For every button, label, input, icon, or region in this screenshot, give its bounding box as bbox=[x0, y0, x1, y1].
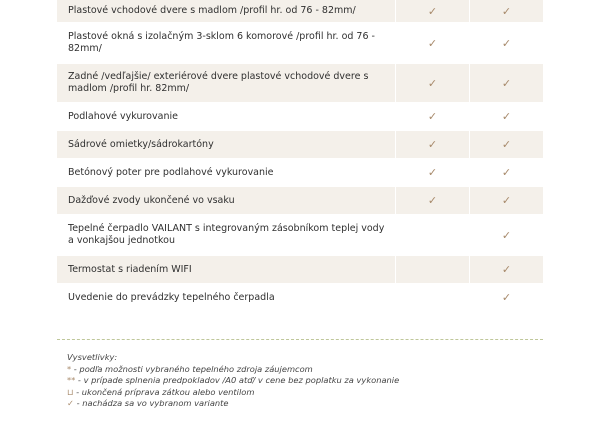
variant-2-cell bbox=[469, 103, 543, 130]
variant-1-cell bbox=[395, 64, 469, 102]
variant-1-cell bbox=[395, 23, 469, 63]
row-label: Uvedenie do prevádzky tepelného čerpadla bbox=[68, 291, 275, 303]
variant-1-cell bbox=[395, 256, 469, 283]
variant-2-cell bbox=[469, 131, 543, 158]
table-row bbox=[57, 23, 543, 64]
row-label: Plastové okná s izolačným 3-sklom 6 komorové /profil hr. od 76 - 82mm/ bbox=[68, 31, 375, 54]
check-icon: ✓ bbox=[501, 138, 512, 151]
table-row bbox=[57, 215, 543, 256]
cap-icon: ⊔ bbox=[67, 386, 74, 397]
check-icon: ✓ bbox=[427, 166, 438, 179]
variant-1-cell bbox=[395, 159, 469, 186]
variant-2-cell bbox=[469, 64, 543, 102]
variant-1-cell bbox=[395, 0, 469, 22]
legend bbox=[67, 352, 537, 410]
variant-2-cell bbox=[469, 159, 543, 186]
legend-text: - ukončená príprava zátkou alebo ventilom bbox=[73, 386, 255, 397]
variant-1-cell bbox=[395, 103, 469, 130]
variant-2-cell bbox=[469, 284, 543, 311]
row-label: Sádrové omietky/sádrokartóny bbox=[68, 138, 214, 150]
variant-2-cell bbox=[469, 215, 543, 255]
legend-text: - v prípade splnenia predpokladov /A0 atď/ v cene bez poplatku za vykonanie bbox=[75, 375, 400, 386]
legend-text: - podľa možnosti vybraného tepelného zdroja záujemcom bbox=[71, 363, 313, 374]
legend-item bbox=[67, 387, 537, 399]
table-row bbox=[57, 64, 543, 103]
variant-1-cell bbox=[395, 131, 469, 158]
row-label: Podlahové vykurovanie bbox=[68, 110, 178, 122]
variant-1-cell bbox=[395, 187, 469, 214]
table-row bbox=[57, 284, 543, 312]
check-icon: ✓ bbox=[501, 110, 512, 123]
asterisk-icon: * bbox=[67, 363, 72, 374]
variant-2-cell bbox=[469, 256, 543, 283]
legend-item bbox=[67, 375, 537, 387]
variant-2-cell bbox=[469, 23, 543, 63]
row-label: Dažďové zvody ukončené vo vsaku bbox=[68, 194, 235, 206]
table-row bbox=[57, 256, 543, 284]
legend-text: - nachádza sa vo vybranom variante bbox=[73, 398, 229, 409]
variant-1-cell bbox=[395, 284, 469, 311]
row-label: Plastové vchodové dvere s madlom /profil hr. od 76 - 82mm/ bbox=[68, 5, 356, 16]
check-icon: ✓ bbox=[427, 76, 438, 90]
legend-item bbox=[67, 398, 537, 410]
check-icon: ✓ bbox=[501, 4, 512, 18]
check-icon: ✓ bbox=[501, 76, 512, 90]
check-icon: ✓ bbox=[501, 228, 512, 242]
row-label: Zadné /vedľajšie/ exteriérové dvere plastové vchodové dvere s madlom /profil hr. 82mm/ bbox=[68, 71, 369, 94]
feature-table bbox=[57, 0, 543, 312]
dashed-divider bbox=[57, 339, 543, 340]
row-label: Tepelné čerpadlo VAILANT s integrovaným zásobníkom teplej vody a vonkajšou jednotkou bbox=[68, 223, 385, 246]
variant-2-cell bbox=[469, 187, 543, 214]
double-asterisk-icon: ** bbox=[67, 375, 76, 386]
check-icon: ✓ bbox=[427, 110, 438, 123]
legend-title: Vysvetlivky: bbox=[67, 352, 118, 362]
table-row bbox=[57, 159, 543, 187]
variant-2-cell bbox=[469, 0, 543, 22]
row-label: Betónový poter pre podlahové vykurovanie bbox=[68, 166, 274, 178]
legend-item bbox=[67, 364, 537, 376]
table-row bbox=[57, 103, 543, 131]
check-icon: ✓ bbox=[427, 194, 438, 207]
check-icon: ✓ bbox=[427, 36, 438, 50]
check-icon: ✓ bbox=[501, 36, 512, 50]
table-row bbox=[57, 131, 543, 159]
check-icon: ✓ bbox=[427, 138, 438, 151]
table-row bbox=[57, 187, 543, 215]
row-label: Termostat s riadením WIFI bbox=[68, 263, 192, 275]
check-icon: ✓ bbox=[67, 398, 74, 409]
check-icon: ✓ bbox=[501, 291, 512, 304]
table-row bbox=[57, 0, 543, 23]
check-icon: ✓ bbox=[427, 4, 438, 18]
check-icon: ✓ bbox=[501, 166, 512, 179]
variant-1-cell bbox=[395, 215, 469, 255]
check-icon: ✓ bbox=[501, 263, 512, 276]
check-icon: ✓ bbox=[501, 194, 512, 207]
